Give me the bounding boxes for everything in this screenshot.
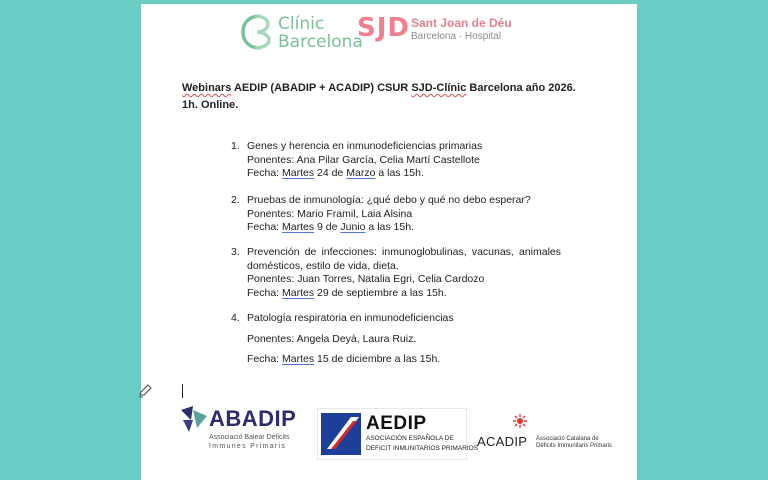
title-word-sjd-clinic: SJD-Clínic (411, 82, 467, 94)
session-date (247, 287, 561, 301)
date-prefix: Fecha: (247, 353, 283, 365)
session-date (247, 167, 482, 181)
document-title (182, 80, 582, 114)
clinic-barcelona-logo (240, 10, 363, 54)
session-item (231, 312, 454, 367)
session-number: 4. (231, 312, 240, 324)
session-topic: Prevención de infecciones: inmunoglobulinas, vacunas, animales domésticos, estilo de vida, dieta. (247, 246, 561, 272)
sjd-mark: SJD (357, 13, 410, 43)
pencil-icon[interactable] (138, 384, 152, 398)
date-mid: 24 de (314, 167, 347, 179)
session-date (247, 353, 454, 367)
date-suffix: 29 de septiembre a las 15h. (314, 286, 447, 299)
sjd-subtitle: Barcelona · Hospital (411, 31, 502, 42)
date-mid: 9 de (314, 221, 341, 233)
session-item (231, 246, 561, 300)
session-item (231, 140, 482, 181)
aedip-logo (317, 408, 479, 460)
aedip-name: AEDIP (366, 413, 427, 434)
acadip-name: ACADIP (477, 434, 528, 449)
date-day: Martes (282, 353, 315, 365)
abadip-mark-icon (179, 406, 209, 434)
abadip-name: ABADIP (209, 406, 297, 431)
abadip-sub1: Associació Balear Dèficits (209, 434, 290, 441)
sjd-name: Sant Joan de Déu (411, 16, 512, 30)
title-part-4: Barcelona año 2026. 1h. Online. (182, 82, 576, 111)
session-speakers: Ponentes: Ana Pilar García, Celia Martí Castellote (247, 153, 480, 166)
session-number: 2. (231, 194, 240, 206)
session-speakers: Ponentes: Mario Framil, Laia Alsina (247, 207, 413, 220)
clinic-line2: Barcelona (278, 32, 363, 52)
date-day: Martes (282, 286, 315, 299)
acadip-logo (475, 414, 625, 454)
date-day: Martes (282, 221, 315, 233)
clinic-line1: Clínic (278, 14, 325, 34)
date-prefix: Fecha: (247, 167, 283, 179)
aedip-sub1: ASOCIACIÓN ESPAÑOLA DE (366, 435, 454, 442)
acadip-sub1: Associació Catalana de (536, 436, 599, 442)
session-speakers: Ponentes: Angela Deyà, Laura Ruiz. (247, 332, 417, 345)
date-month: Junio (340, 221, 366, 233)
aedip-mark-icon (321, 413, 361, 455)
session-number: 1. (231, 140, 240, 152)
title-part-2: AEDIP (ABADIP + ACADIP) CSUR (231, 82, 412, 94)
date-day: Martes (282, 167, 315, 179)
date-prefix: Fecha: (247, 286, 283, 299)
title-word-webinars: Webinars (182, 82, 232, 94)
date-suffix: 15 de diciembre a las 15h. (314, 353, 441, 365)
text-cursor (182, 384, 183, 398)
date-suffix: a las 15h. (375, 167, 424, 179)
session-topic: Genes y herencia en inmunodeficiencias primarias (247, 140, 483, 152)
abadip-logo (179, 400, 311, 456)
session-date (247, 221, 531, 235)
sjd-logo (357, 12, 512, 52)
date-suffix: a las 15h. (365, 221, 414, 233)
abadip-sub2: Immunes Primaris (209, 443, 287, 450)
session-speakers: Ponentes: Juan Torres, Natalia Egri, Celia Cardozo (247, 273, 485, 285)
acadip-sun-icon (513, 414, 527, 428)
date-prefix: Fecha: (247, 221, 283, 233)
session-topic: Pruebas de inmunología: ¿qué debo y qué no debo esperar? (247, 194, 531, 206)
session-number: 3. (231, 246, 240, 258)
date-month: Marzo (346, 167, 376, 179)
session-item (231, 194, 531, 235)
document-page (141, 4, 637, 480)
session-topic: Patología respiratoria en inmunodeficiencias (247, 312, 454, 324)
aedip-sub2: DEFICIT INMUNITARIOS PRIMARIOS (366, 445, 479, 452)
clinic-mark-icon (240, 12, 274, 52)
acadip-sub2: Dèficits Immunitaris Primaris (536, 443, 613, 449)
